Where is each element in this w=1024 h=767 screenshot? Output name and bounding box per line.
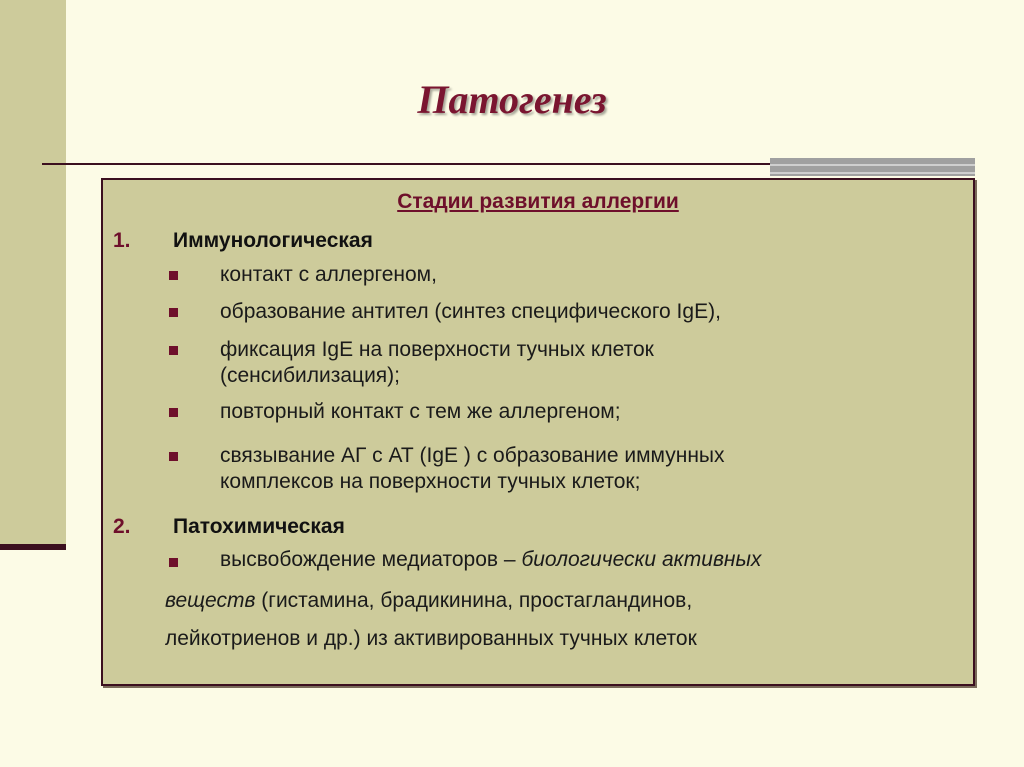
item-text-continued: комплексов на поверхности тучных клеток; <box>220 470 641 493</box>
item-text: (гистамина, брадикинина, простагландинов, <box>255 589 693 612</box>
item-text: повторный контакт с тем же аллергеном; <box>220 400 621 423</box>
item-text: образование антител (синтез специфического IgE), <box>220 300 721 323</box>
slide-title: Патогенез <box>417 77 607 122</box>
item-text: связывание АГ с АТ (IgE ) с образование иммунных <box>220 444 725 467</box>
stage-1-item-2 <box>220 299 721 325</box>
stage-1-item-1 <box>220 262 437 288</box>
square-bullet-icon <box>169 408 178 417</box>
stage-2-item-line-3 <box>165 627 697 651</box>
item-text: фиксация IgE на поверхности тучных клеток <box>220 338 654 361</box>
item-text: лейкотриенов и др.) из активированных тучных клеток <box>165 627 697 650</box>
stage-1-item-4 <box>220 399 621 425</box>
item-text-italic: биологически активных <box>521 548 762 571</box>
item-text: высвобождение медиаторов – <box>220 548 522 571</box>
left-band-divider <box>0 544 66 550</box>
stage-1-number: 1. <box>113 229 131 252</box>
stage-2-label: Патохимическая <box>173 515 345 538</box>
square-bullet-icon <box>169 558 178 567</box>
square-bullet-icon <box>169 346 178 355</box>
item-text-continued: (сенсибилизация); <box>220 364 401 387</box>
stage-2-item-line-1 <box>220 548 761 572</box>
stage-2-number: 2. <box>113 515 131 538</box>
square-bullet-icon <box>169 452 178 461</box>
stage-1-label: Иммунологическая <box>173 229 373 252</box>
stage-1-item-5 <box>220 443 725 495</box>
square-bullet-icon <box>169 308 178 317</box>
stage-1-item-3 <box>220 337 654 389</box>
item-text: контакт с аллергеном, <box>220 263 437 286</box>
stage-2-item-line-2 <box>165 589 692 613</box>
gray-accent-bar <box>770 158 975 176</box>
content-panel <box>101 178 975 686</box>
panel-heading: Стадии развития аллергии <box>397 190 679 213</box>
square-bullet-icon <box>169 271 178 280</box>
item-text-italic: веществ <box>165 589 256 612</box>
